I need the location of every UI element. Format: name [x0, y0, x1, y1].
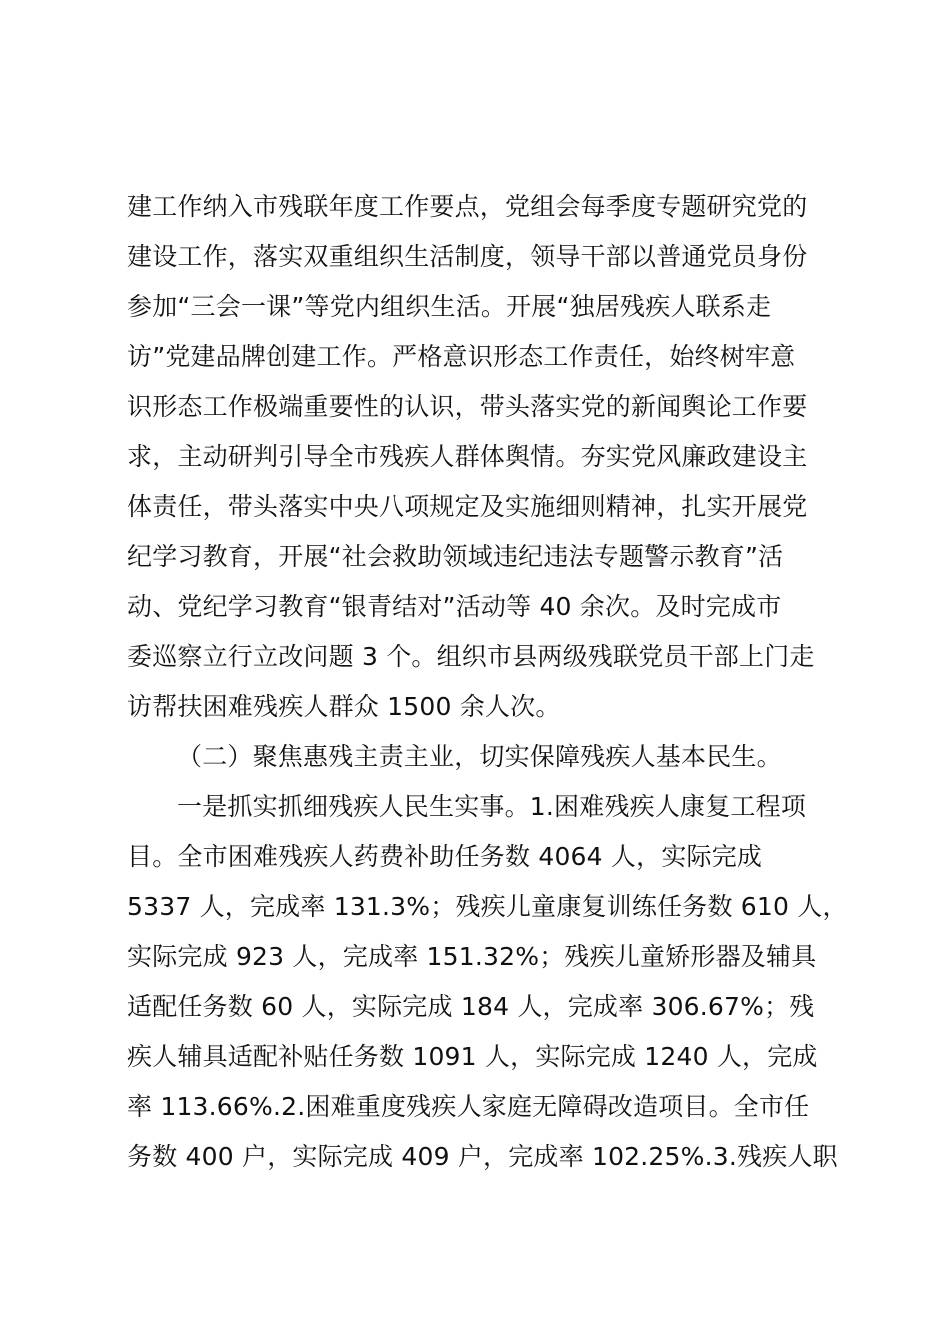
- paragraph-first-line: 一是抓实抓细残疾人民生实事。1.困难残疾人康复工程项: [177, 792, 807, 821]
- text-line: 求，主动研判引导全市残疾人群体舆情。夯实党风廉政建设主: [127, 442, 808, 471]
- text-line: 适配任务数 60 人，实际完成 184 人，完成率 306.67%；残: [127, 992, 815, 1021]
- text-line: 识形态工作极端重要性的认识，带头落实党的新闻舆论工作要: [127, 392, 808, 421]
- text-line: 实际完成 923 人，完成率 151.32%；残疾儿童矫形器及辅具: [127, 942, 817, 971]
- text-line: 5337 人，完成率 131.3%；残疾儿童康复训练任务数 610 人，: [127, 892, 848, 921]
- text-line: 委巡察立行立改问题 3 个。组织市县两级残联党员干部上门走: [127, 642, 815, 671]
- text-line: 纪学习教育，开展“社会救助领域违纪违法专题警示教育”活: [127, 542, 784, 571]
- text-line: 访”党建品牌创建工作。严格意识形态工作责任，始终树牢意: [127, 342, 796, 371]
- text-line: 访帮扶困难残疾人群众 1500 余人次。: [127, 692, 561, 721]
- text-line: 体责任，带头落实中央八项规定及实施细则精神，扎实开展党: [127, 492, 808, 521]
- section-heading: （二）聚焦惠残主责主业，切实保障残疾人基本民生。: [177, 742, 782, 771]
- text-line: 务数 400 户，实际完成 409 户，完成率 102.25%.3.残疾人职: [127, 1142, 838, 1171]
- text-line: 建设工作，落实双重组织生活制度，领导干部以普通党员身份: [127, 242, 808, 271]
- text-line: 动、党纪学习教育“银青结对”活动等 40 余次。及时完成市: [127, 592, 782, 621]
- text-line: 参加“三会一课”等党内组织生活。开展“独居残疾人联系走: [127, 292, 772, 321]
- text-line: 目。全市困难残疾人药费补助任务数 4064 人，实际完成: [127, 842, 763, 871]
- text-line: 建工作纳入市残联年度工作要点，党组会每季度专题研究党的: [127, 192, 808, 221]
- text-line: 疾人辅具适配补贴任务数 1091 人，实际完成 1240 人，完成: [127, 1042, 818, 1071]
- text-line: 率 113.66%.2.困难重度残疾人家庭无障碍改造项目。全市任: [127, 1092, 810, 1121]
